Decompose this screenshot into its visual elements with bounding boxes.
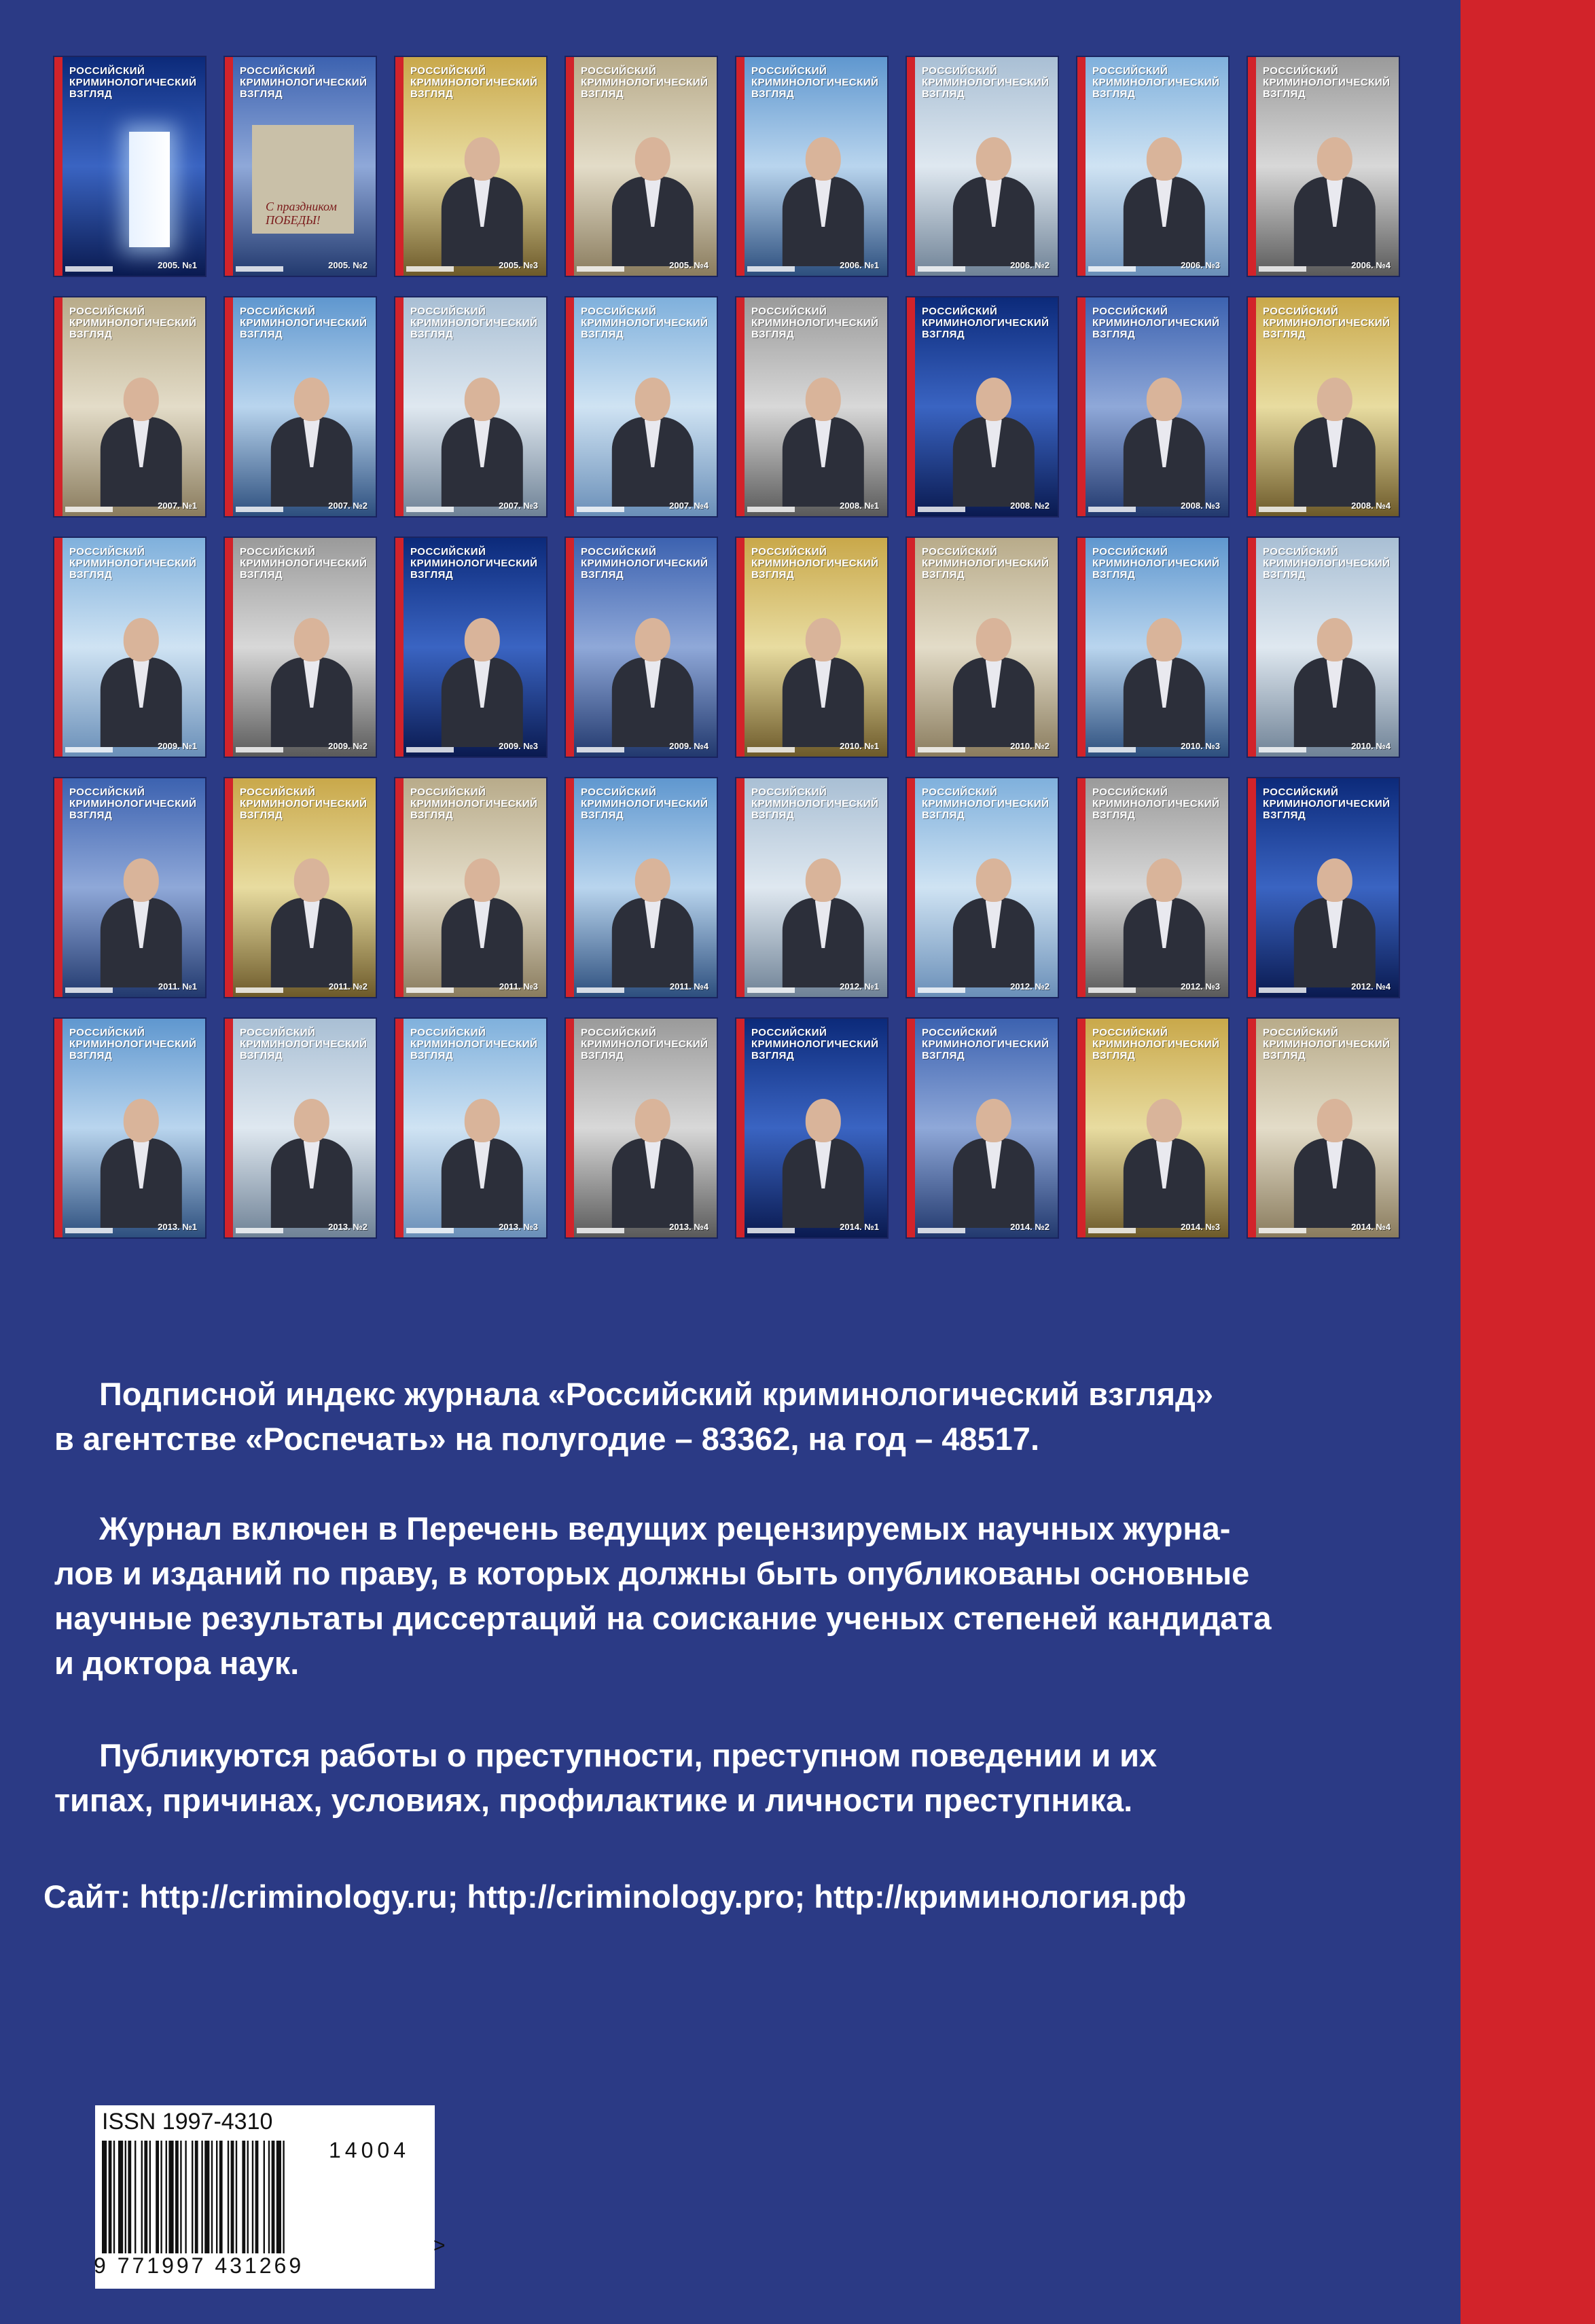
portrait-photo <box>783 858 864 987</box>
cover-issue-number: 2007. №4 <box>669 501 709 511</box>
cover-title: РОССИЙСКИЙ КРИМИНОЛОГИЧЕСКИЙ ВЗГЛЯД <box>240 1027 368 1061</box>
barcode-bar <box>160 2141 162 2253</box>
cover-issue-number: 2010. №1 <box>840 741 879 751</box>
portrait-photo <box>612 1099 694 1228</box>
barcode-arrow: > <box>433 2234 446 2257</box>
cover-barcode-strip <box>1259 266 1306 272</box>
cover-spine <box>1077 57 1086 276</box>
journal-cover-thumbnail <box>1248 538 1399 757</box>
topics-line-2: типах, причинах, условиях, профилактике и личности преступника. <box>54 1782 1133 1818</box>
barcode-bar <box>135 2141 136 2253</box>
cover-issue-number: 2006. №2 <box>1010 260 1050 270</box>
cover-barcode-strip <box>1259 987 1306 993</box>
cover-spine <box>225 57 233 276</box>
journal-cover-thumbnail <box>907 778 1058 997</box>
cover-spine <box>566 538 574 757</box>
cover-barcode-strip <box>236 507 283 512</box>
cover-barcode-strip <box>236 266 283 272</box>
cover-spine <box>225 297 233 516</box>
portrait-photo <box>271 1099 353 1228</box>
journal-cover-thumbnail <box>1077 297 1228 516</box>
cover-title: РОССИЙСКИЙ КРИМИНОЛОГИЧЕСКИЙ ВЗГЛЯД <box>1263 786 1391 821</box>
cover-title: РОССИЙСКИЙ КРИМИНОЛОГИЧЕСКИЙ ВЗГЛЯД <box>410 546 538 581</box>
portrait-photo <box>953 618 1035 747</box>
cover-barcode-strip <box>577 987 624 993</box>
cover-caption: С праздником ПОБЕДЫ! <box>266 200 337 227</box>
cover-title: РОССИЙСКИЙ КРИМИНОЛОГИЧЕСКИЙ ВЗГЛЯД <box>751 306 879 340</box>
journal-cover-thumbnail <box>566 1019 717 1237</box>
cover-title: РОССИЙСКИЙ КРИМИНОЛОГИЧЕСКИЙ ВЗГЛЯД <box>751 786 879 821</box>
journal-cover-thumbnail <box>225 778 376 997</box>
journal-cover-thumbnail <box>736 1019 887 1237</box>
cover-title: РОССИЙСКИЙ КРИМИНОЛОГИЧЕСКИЙ ВЗГЛЯД <box>240 546 368 581</box>
cover-title: РОССИЙСКИЙ КРИМИНОЛОГИЧЕСКИЙ ВЗГЛЯД <box>922 65 1050 100</box>
cover-barcode-strip <box>1259 747 1306 752</box>
cover-barcode-strip <box>1088 987 1136 993</box>
journal-cover-thumbnail <box>54 297 205 516</box>
cover-issue-number: 2005. №3 <box>499 260 538 270</box>
cover-issue-number: 2005. №4 <box>669 260 709 270</box>
cover-title: РОССИЙСКИЙ КРИМИНОЛОГИЧЕСКИЙ ВЗГЛЯД <box>922 786 1050 821</box>
portrait-photo <box>1294 378 1376 507</box>
cover-barcode-strip <box>747 266 795 272</box>
portrait-photo <box>1294 858 1376 987</box>
journal-cover-thumbnail <box>395 778 546 997</box>
barcode-bar <box>242 2141 245 2253</box>
cover-issue-number: 2012. №4 <box>1351 981 1391 992</box>
cover-barcode-strip <box>1259 1228 1306 1233</box>
cover-barcode-strip <box>918 1228 965 1233</box>
barcode-bar <box>192 2141 193 2253</box>
cover-barcode-strip <box>406 507 454 512</box>
cover-spine <box>907 1019 915 1237</box>
cover-title: РОССИЙСКИЙ КРИМИНОЛОГИЧЕСКИЙ ВЗГЛЯД <box>1092 1027 1220 1061</box>
cover-title: РОССИЙСКИЙ КРИМИНОЛОГИЧЕСКИЙ ВЗГЛЯД <box>1092 546 1220 581</box>
portrait-photo <box>442 137 523 266</box>
cover-spine <box>736 538 745 757</box>
cover-title: РОССИЙСКИЙ КРИМИНОЛОГИЧЕСКИЙ ВЗГЛЯД <box>1092 786 1220 821</box>
cover-barcode-strip <box>406 1228 454 1233</box>
portrait-photo <box>442 378 523 507</box>
barcode-bar <box>201 2141 202 2253</box>
cover-issue-number: 2011. №3 <box>499 981 538 992</box>
journal-cover-thumbnail <box>1077 57 1228 276</box>
cover-title: РОССИЙСКИЙ КРИМИНОЛОГИЧЕСКИЙ ВЗГЛЯД <box>410 786 538 821</box>
cover-spine <box>54 778 62 997</box>
cover-spine <box>1077 297 1086 516</box>
cover-title: РОССИЙСКИЙ КРИМИНОЛОГИЧЕСКИЙ ВЗГЛЯД <box>1092 306 1220 340</box>
portrait-photo <box>1124 1099 1205 1228</box>
journal-cover-thumbnail <box>54 57 205 276</box>
cover-issue-number: 2014. №3 <box>1181 1222 1220 1232</box>
cover-barcode-strip <box>236 747 283 752</box>
cover-title: РОССИЙСКИЙ КРИМИНОЛОГИЧЕСКИЙ ВЗГЛЯД <box>581 546 709 581</box>
cover-barcode-strip <box>747 1228 795 1233</box>
portrait-photo <box>101 858 182 987</box>
barcode-bar <box>228 2141 229 2253</box>
cover-barcode-strip <box>577 266 624 272</box>
subscription-line-1: Подписной индекс журнала «Российский криминологический взгляд» <box>99 1376 1213 1412</box>
cover-title: РОССИЙСКИЙ КРИМИНОЛОГИЧЕСКИЙ ВЗГЛЯД <box>69 65 197 100</box>
cover-issue-number: 2011. №1 <box>158 981 197 992</box>
portrait-photo <box>442 618 523 747</box>
cover-barcode-strip <box>406 747 454 752</box>
cover-spine <box>54 538 62 757</box>
journal-cover-thumbnail <box>1248 1019 1399 1237</box>
topics-line-1: Публикуются работы о преступности, преступном поведении и их <box>99 1737 1158 1773</box>
cover-issue-number: 2010. №4 <box>1351 741 1391 751</box>
journal-cover-thumbnail <box>907 57 1058 276</box>
subscription-paragraph <box>54 1372 1399 1461</box>
cover-title: РОССИЙСКИЙ КРИМИНОЛОГИЧЕСКИЙ ВЗГЛЯД <box>69 786 197 821</box>
cover-barcode-strip <box>747 507 795 512</box>
cover-spine <box>395 1019 404 1237</box>
cover-spine <box>54 297 62 516</box>
cover-issue-number: 2013. №3 <box>499 1222 538 1232</box>
journal-cover-thumbnail <box>566 778 717 997</box>
cover-issue-number: 2007. №1 <box>158 501 197 511</box>
cover-issue-number: 2007. №2 <box>328 501 368 511</box>
open-door-illustration <box>129 132 170 247</box>
journal-cover-thumbnail <box>54 1019 205 1237</box>
vak-line-3: научные результаты диссертаций на соискание ученых степеней кандидата <box>54 1600 1272 1636</box>
barcode-addon-number: 14004 <box>329 2138 410 2162</box>
cover-title: РОССИЙСКИЙ КРИМИНОЛОГИЧЕСКИЙ ВЗГЛЯД <box>240 65 368 100</box>
cover-gallery <box>54 57 1399 1239</box>
cover-issue-number: 2008. №2 <box>1010 501 1050 511</box>
cover-barcode-strip <box>65 1228 113 1233</box>
cover-spine <box>907 297 915 516</box>
portrait-photo <box>612 378 694 507</box>
journal-cover-thumbnail <box>395 57 546 276</box>
cover-barcode-strip <box>1088 747 1136 752</box>
barcode-bar <box>168 2141 173 2253</box>
cover-issue-number: 2007. №3 <box>499 501 538 511</box>
portrait-photo <box>1294 1099 1376 1228</box>
cover-spine <box>566 778 574 997</box>
portrait-photo <box>1124 378 1205 507</box>
cover-spine <box>395 297 404 516</box>
barcode-bar <box>276 2141 281 2253</box>
cover-spine <box>1077 1019 1086 1237</box>
barcode-bar <box>125 2141 126 2253</box>
journal-cover-thumbnail <box>1077 538 1228 757</box>
journal-cover-thumbnail <box>1077 778 1228 997</box>
cover-title: РОССИЙСКИЙ КРИМИНОЛОГИЧЕСКИЙ ВЗГЛЯД <box>240 786 368 821</box>
vak-line-4: и доктора наук. <box>54 1645 300 1681</box>
cover-spine <box>566 1019 574 1237</box>
cover-barcode-strip <box>406 266 454 272</box>
cover-issue-number: 2013. №2 <box>328 1222 368 1232</box>
cover-issue-number: 2009. №3 <box>499 741 538 751</box>
cover-issue-number: 2010. №2 <box>1010 741 1050 751</box>
barcode-bar <box>175 2141 179 2253</box>
cover-issue-number: 2013. №1 <box>158 1222 197 1232</box>
cover-spine <box>1248 778 1256 997</box>
cover-barcode-strip <box>577 1228 624 1233</box>
cover-barcode-strip <box>577 507 624 512</box>
portrait-photo <box>1124 137 1205 266</box>
vak-line-1: Журнал включен в Перечень ведущих рецензируемых научных журна- <box>99 1510 1231 1546</box>
portrait-photo <box>271 618 353 747</box>
cover-title: РОССИЙСКИЙ КРИМИНОЛОГИЧЕСКИЙ ВЗГЛЯД <box>69 306 197 340</box>
cover-spine <box>225 778 233 997</box>
cover-title: РОССИЙСКИЙ КРИМИНОЛОГИЧЕСКИЙ ВЗГЛЯД <box>751 1027 879 1061</box>
cover-spine <box>566 297 574 516</box>
barcode-bar <box>231 2141 234 2253</box>
cover-spine <box>736 778 745 997</box>
cover-spine <box>54 57 62 276</box>
subscription-line-2: в агентстве «Роспечать» на полугодие – 83362, на год – 48517. <box>54 1421 1040 1457</box>
barcode-bar <box>216 2141 217 2253</box>
journal-cover-thumbnail <box>566 297 717 516</box>
portrait-photo <box>953 1099 1035 1228</box>
cover-title: РОССИЙСКИЙ КРИМИНОЛОГИЧЕСКИЙ ВЗГЛЯД <box>1263 306 1391 340</box>
barcode-bar <box>252 2141 253 2253</box>
cover-barcode-strip <box>65 507 113 512</box>
cover-issue-number: 2011. №2 <box>328 981 368 992</box>
cover-barcode-strip <box>236 1228 283 1233</box>
portrait-photo <box>612 618 694 747</box>
barcode-bar <box>204 2141 209 2253</box>
cover-title: РОССИЙСКИЙ КРИМИНОЛОГИЧЕСКИЙ ВЗГЛЯД <box>751 546 879 581</box>
cover-spine <box>54 1019 62 1237</box>
journal-cover-thumbnail <box>1248 297 1399 516</box>
cover-spine <box>1248 538 1256 757</box>
portrait-photo <box>101 1099 182 1228</box>
cover-spine <box>907 538 915 757</box>
journal-cover-thumbnail <box>566 57 717 276</box>
barcode-bar <box>113 2141 115 2253</box>
cover-issue-number: 2014. №2 <box>1010 1222 1050 1232</box>
cover-issue-number: 2010. №3 <box>1181 741 1220 751</box>
barcode-bar <box>156 2141 159 2253</box>
cover-title: РОССИЙСКИЙ КРИМИНОЛОГИЧЕСКИЙ ВЗГЛЯД <box>751 65 879 100</box>
cover-title: РОССИЙСКИЙ КРИМИНОЛОГИЧЕСКИЙ ВЗГЛЯД <box>922 306 1050 340</box>
barcode-bar <box>255 2141 259 2253</box>
barcode-bar <box>219 2141 223 2253</box>
barcode-bar <box>211 2141 213 2253</box>
website-links: Сайт: http://criminology.ru; http://criminology.pro; http://криминология.рф <box>43 1878 1187 1914</box>
barcode-bar <box>141 2141 143 2253</box>
cover-barcode-strip <box>1088 266 1136 272</box>
barcode-bar <box>247 2141 249 2253</box>
cover-barcode-strip <box>65 987 113 993</box>
cover-spine <box>736 1019 745 1237</box>
cover-title: РОССИЙСКИЙ КРИМИНОЛОГИЧЕСКИЙ ВЗГЛЯД <box>581 1027 709 1061</box>
cover-title: РОССИЙСКИЙ КРИМИНОЛОГИЧЕСКИЙ ВЗГЛЯД <box>922 546 1050 581</box>
cover-spine <box>1077 538 1086 757</box>
cover-spine <box>1077 778 1086 997</box>
cover-barcode-strip <box>918 266 965 272</box>
portrait-photo <box>101 378 182 507</box>
portrait-photo <box>953 378 1035 507</box>
cover-issue-number: 2009. №4 <box>669 741 709 751</box>
barcode-bar <box>185 2141 186 2253</box>
cover-spine <box>395 57 404 276</box>
cover-spine <box>736 297 745 516</box>
cover-barcode-strip <box>1259 507 1306 512</box>
cover-barcode-strip <box>918 747 965 752</box>
cover-title: РОССИЙСКИЙ КРИМИНОЛОГИЧЕСКИЙ ВЗГЛЯД <box>1092 65 1220 100</box>
vak-list-paragraph <box>54 1506 1399 1686</box>
cover-barcode-strip <box>65 266 113 272</box>
journal-cover-thumbnail <box>907 1019 1058 1237</box>
cover-barcode-strip <box>577 747 624 752</box>
cover-issue-number: 2009. №2 <box>328 741 368 751</box>
portrait-photo <box>1124 858 1205 987</box>
cover-spine <box>395 778 404 997</box>
barcode-bar <box>128 2141 131 2253</box>
portrait-photo <box>953 137 1035 266</box>
barcode-bar <box>264 2141 265 2253</box>
journal-cover-thumbnail <box>54 538 205 757</box>
portrait-photo <box>953 858 1035 987</box>
portrait-photo <box>783 618 864 747</box>
cover-spine <box>225 1019 233 1237</box>
journal-cover-thumbnail <box>395 1019 546 1237</box>
barcode-bar <box>180 2141 181 2253</box>
cover-spine <box>225 538 233 757</box>
cover-barcode-strip <box>406 987 454 993</box>
portrait-photo <box>442 1099 523 1228</box>
journal-cover-thumbnail <box>1248 57 1399 276</box>
cover-issue-number: 2006. №1 <box>840 260 879 270</box>
journal-cover-thumbnail <box>225 1019 376 1237</box>
cover-title: РОССИЙСКИЙ КРИМИНОЛОГИЧЕСКИЙ ВЗГЛЯД <box>69 546 197 581</box>
cover-barcode-strip <box>918 507 965 512</box>
portrait-photo <box>271 378 353 507</box>
barcode-bar <box>272 2141 275 2253</box>
cover-title: РОССИЙСКИЙ КРИМИНОЛОГИЧЕСКИЙ ВЗГЛЯД <box>69 1027 197 1061</box>
barcode-bar <box>149 2141 151 2253</box>
cover-issue-number: 2014. №1 <box>840 1222 879 1232</box>
portrait-photo <box>1294 137 1376 266</box>
barcode-bar <box>166 2141 167 2253</box>
portrait-photo <box>612 858 694 987</box>
barcode-bar <box>144 2141 147 2253</box>
journal-cover-thumbnail <box>736 778 887 997</box>
portrait-photo <box>783 137 864 266</box>
barcode-bar <box>236 2141 237 2253</box>
side-red-stripe <box>1460 0 1595 2324</box>
cover-barcode-strip <box>65 747 113 752</box>
cover-issue-number: 2006. №4 <box>1351 260 1391 270</box>
journal-cover-thumbnail <box>736 297 887 516</box>
journal-cover-thumbnail <box>395 538 546 757</box>
cover-issue-number: 2008. №1 <box>840 501 879 511</box>
journal-cover-thumbnail <box>1248 778 1399 997</box>
cover-issue-number: 2008. №3 <box>1181 501 1220 511</box>
journal-cover-thumbnail <box>395 297 546 516</box>
cover-issue-number: 2013. №4 <box>669 1222 709 1232</box>
cover-title: РОССИЙСКИЙ КРИМИНОЛОГИЧЕСКИЙ ВЗГЛЯД <box>1263 65 1391 100</box>
cover-barcode-strip <box>747 987 795 993</box>
cover-spine <box>736 57 745 276</box>
cover-title: РОССИЙСКИЙ КРИМИНОЛОГИЧЕСКИЙ ВЗГЛЯД <box>410 1027 538 1061</box>
cover-title: РОССИЙСКИЙ КРИМИНОЛОГИЧЕСКИЙ ВЗГЛЯД <box>581 65 709 100</box>
journal-cover-thumbnail <box>907 538 1058 757</box>
cover-issue-number: 2012. №3 <box>1181 981 1220 992</box>
cover-issue-number: 2014. №4 <box>1351 1222 1391 1232</box>
topics-paragraph <box>54 1733 1399 1823</box>
cover-title: РОССИЙСКИЙ КРИМИНОЛОГИЧЕСКИЙ ВЗГЛЯД <box>581 786 709 821</box>
cover-spine <box>566 57 574 276</box>
cover-issue-number: 2011. №4 <box>669 981 709 992</box>
vak-line-2: лов и изданий по праву, в которых должны быть опубликованы основные <box>54 1555 1250 1591</box>
journal-cover-thumbnail <box>736 57 887 276</box>
portrait-photo <box>1124 618 1205 747</box>
portrait-photo <box>271 858 353 987</box>
journal-cover-thumbnail <box>736 538 887 757</box>
journal-cover-thumbnail <box>225 538 376 757</box>
cover-issue-number: 2012. №2 <box>1010 981 1050 992</box>
journal-cover-thumbnail <box>1077 1019 1228 1237</box>
cover-title: РОССИЙСКИЙ КРИМИНОЛОГИЧЕСКИЙ ВЗГЛЯД <box>410 65 538 100</box>
cover-spine <box>395 538 404 757</box>
cover-issue-number: 2005. №2 <box>328 260 368 270</box>
portrait-photo <box>612 137 694 266</box>
barcode-bar <box>109 2141 112 2253</box>
cover-title: РОССИЙСКИЙ КРИМИНОЛОГИЧЕСКИЙ ВЗГЛЯД <box>240 306 368 340</box>
barcode-bar <box>195 2141 198 2253</box>
cover-barcode-strip <box>1088 507 1136 512</box>
cover-issue-number: 2008. №4 <box>1351 501 1391 511</box>
cover-spine <box>1248 1019 1256 1237</box>
cover-barcode-strip <box>918 987 965 993</box>
journal-cover-thumbnail <box>225 297 376 516</box>
journal-cover-thumbnail <box>54 778 205 997</box>
portrait-photo <box>442 858 523 987</box>
portrait-photo <box>783 1099 864 1228</box>
cover-spine <box>907 778 915 997</box>
cover-title: РОССИЙСКИЙ КРИМИНОЛОГИЧЕСКИЙ ВЗГЛЯД <box>1263 546 1391 581</box>
barcode-bar <box>118 2141 123 2253</box>
cover-spine <box>1248 297 1256 516</box>
journal-cover-thumbnail <box>907 297 1058 516</box>
cover-barcode-strip <box>236 987 283 993</box>
barcode-bar <box>268 2141 270 2253</box>
cover-issue-number: 2005. №1 <box>158 260 197 270</box>
portrait-photo <box>783 378 864 507</box>
journal-cover-thumbnail <box>225 57 376 276</box>
barcode-bar <box>102 2141 107 2253</box>
ean-number: 9 771997 431269 <box>94 2253 304 2278</box>
cover-issue-number: 2006. №3 <box>1181 260 1220 270</box>
cover-title: РОССИЙСКИЙ КРИМИНОЛОГИЧЕСКИЙ ВЗГЛЯД <box>922 1027 1050 1061</box>
portrait-photo <box>101 618 182 747</box>
cover-title: РОССИЙСКИЙ КРИМИНОЛОГИЧЕСКИЙ ВЗГЛЯД <box>581 306 709 340</box>
barcode-bars <box>102 2141 421 2253</box>
barcode-bar <box>283 2141 284 2253</box>
cover-spine <box>907 57 915 276</box>
cover-title: РОССИЙСКИЙ КРИМИНОЛОГИЧЕСКИЙ ВЗГЛЯД <box>1263 1027 1391 1061</box>
cover-issue-number: 2012. №1 <box>840 981 879 992</box>
cover-barcode-strip <box>1088 1228 1136 1233</box>
cover-title: РОССИЙСКИЙ КРИМИНОЛОГИЧЕСКИЙ ВЗГЛЯД <box>410 306 538 340</box>
cover-barcode-strip <box>747 747 795 752</box>
portrait-photo <box>1294 618 1376 747</box>
issn-label: ISSN 1997-4310 <box>102 2109 273 2135</box>
cover-spine <box>1248 57 1256 276</box>
journal-cover-thumbnail <box>566 538 717 757</box>
cover-issue-number: 2009. №1 <box>158 741 197 751</box>
